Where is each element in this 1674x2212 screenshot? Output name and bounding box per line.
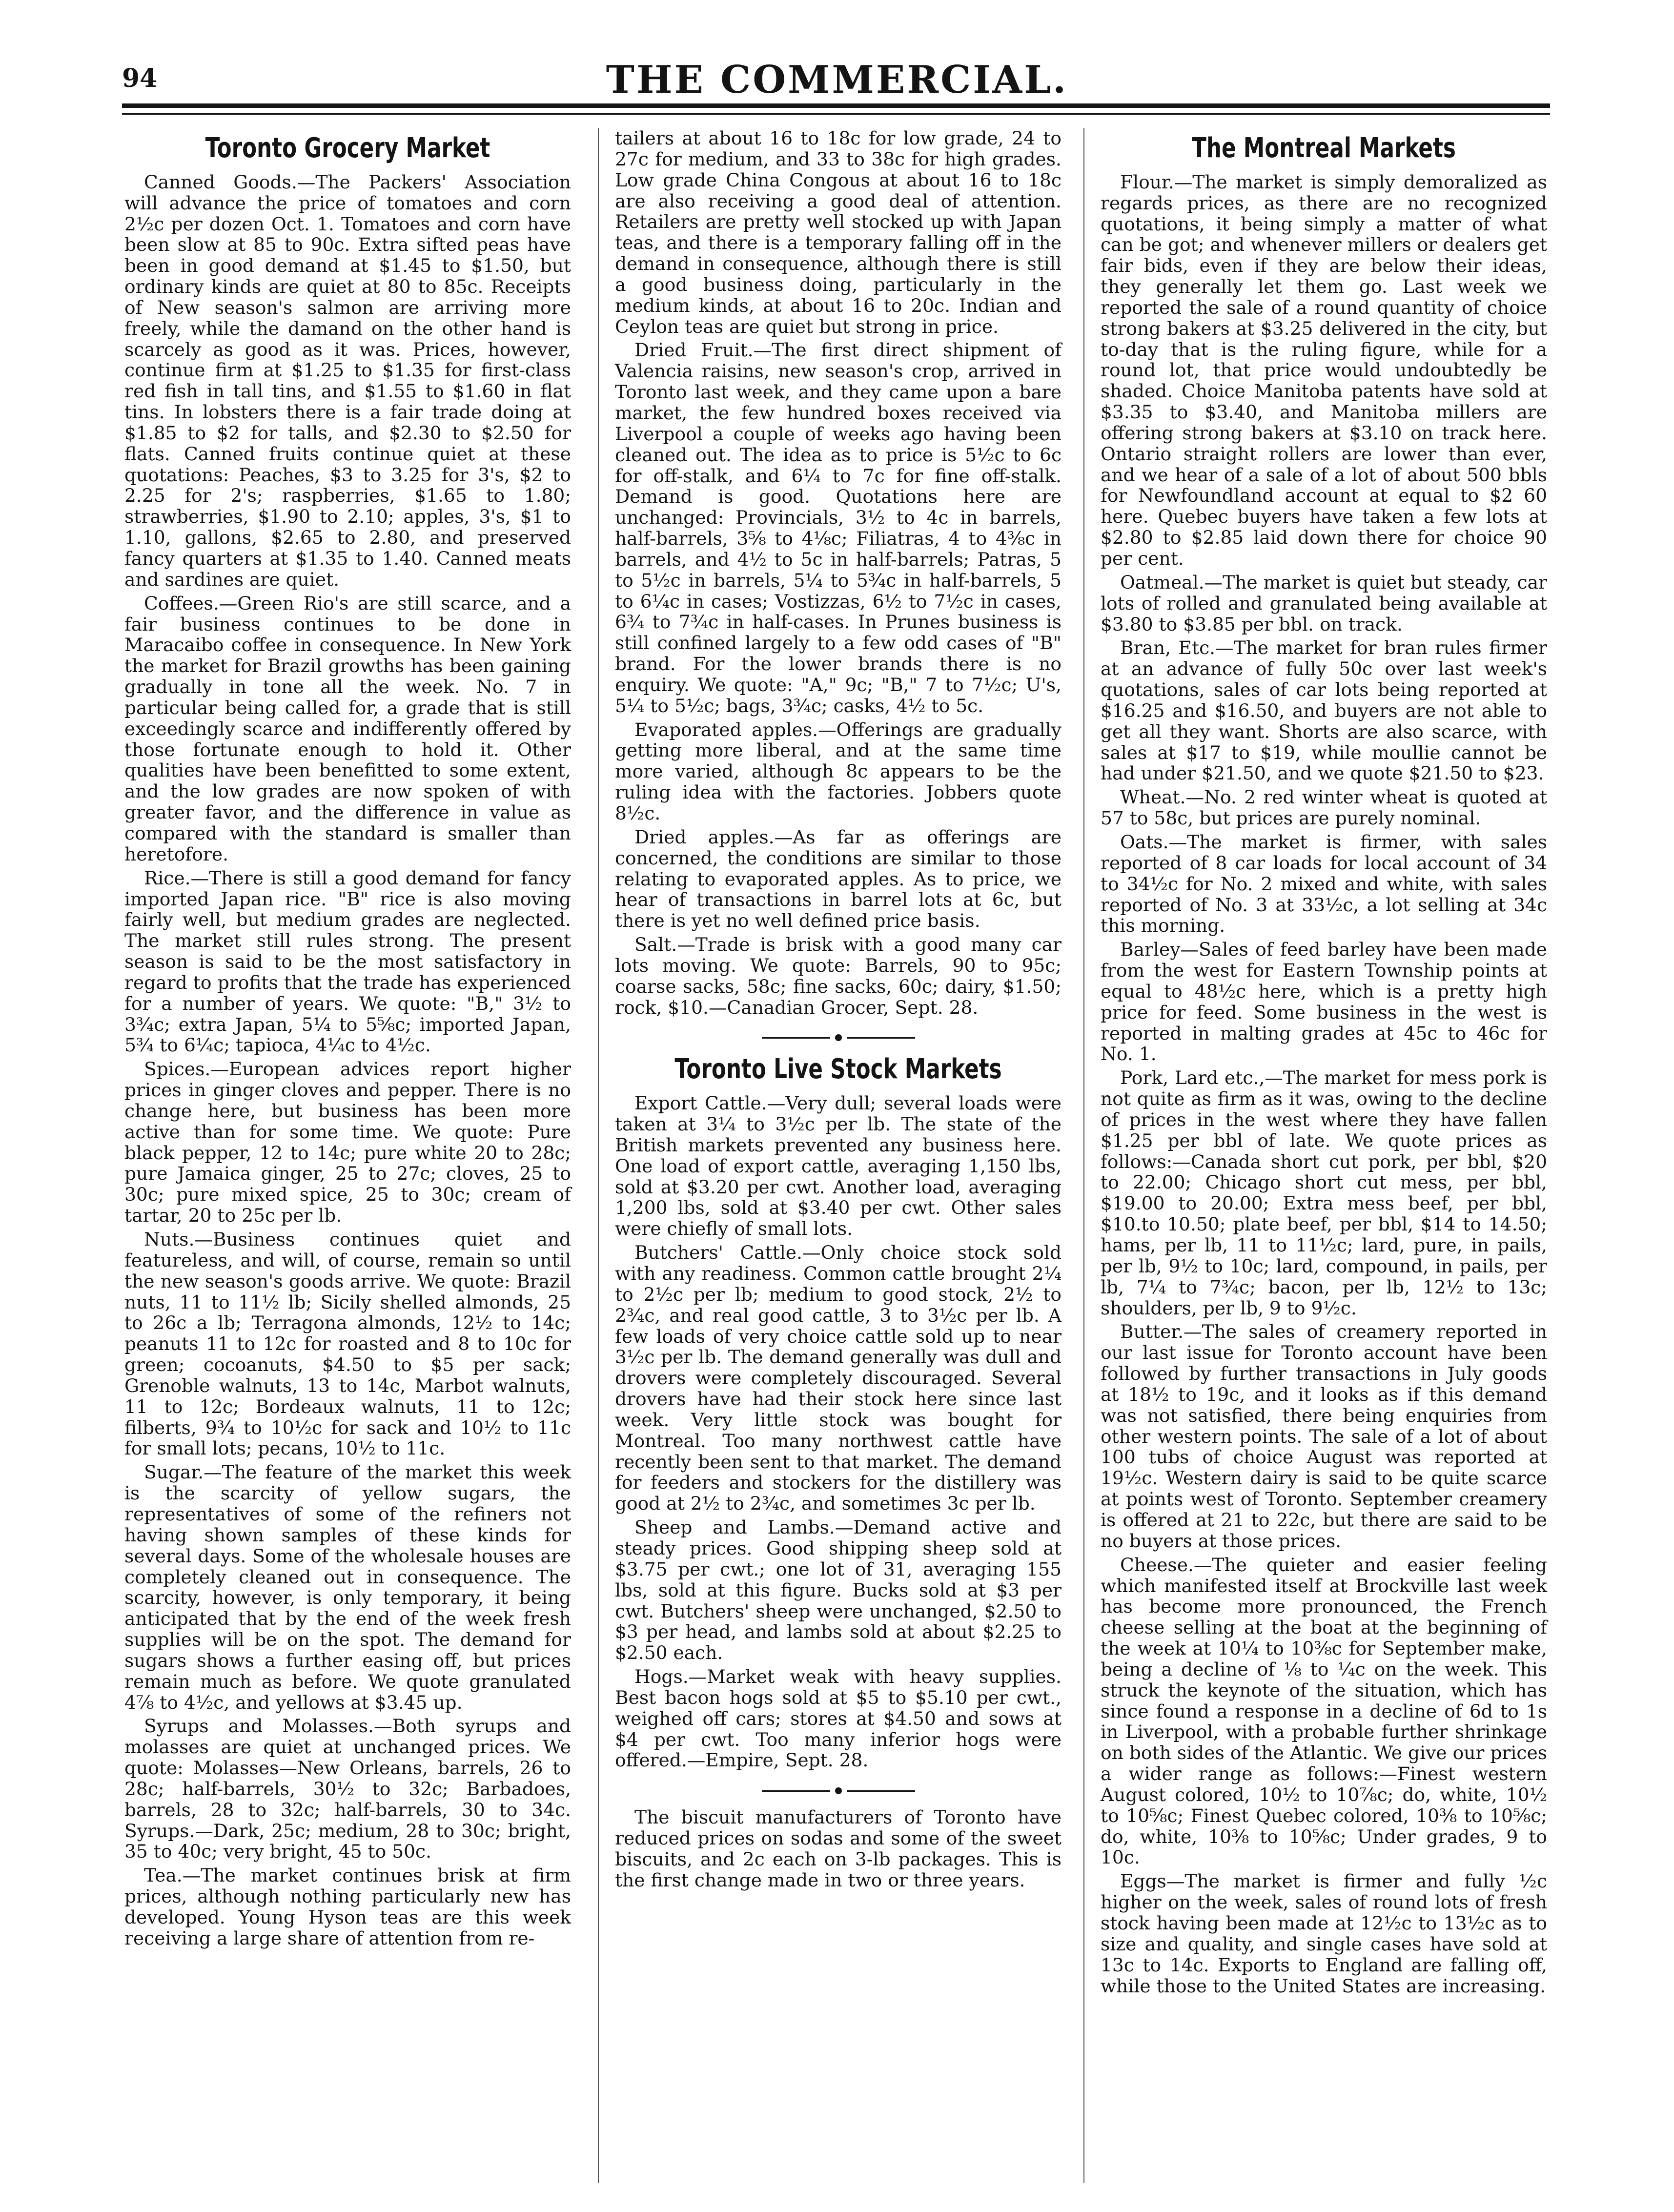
article-paragraph: Export Cattle.—Very dull; several loads were taken at 3¼ to 3½c per lb. The state of the British markets prevented any business here. One load of export cattle, averaging 1,150 lbs, sold at $3.20 per cwt. Another load, averaging 1,200 lbs, sold at $3.40 per cwt. Other sales were chiefly of small lots. <box>615 1092 1062 1240</box>
column-right <box>1101 128 1547 1999</box>
masthead: THE COMMERCIAL. <box>606 58 1068 102</box>
article-heading-toronto-grocery: Toronto Grocery Market <box>205 132 490 164</box>
article-paragraph: Coffees.—Green Rio's are still scarce, and a fair business continues to be done in Maracaibo coffee in consequence. In New York the market for Brazil growths has been gaining gradually in tone all the week. No. 7 in particular being called for, a grade that is still exceedingly scarce and indifferently offered by those fortunate enough to hold it. Other qualities have been benefitted to some extent, and the low grades are now spoken of with greater favor, and the difference in value as compared with the standard is smaller than heretofore. <box>124 592 571 865</box>
article-heading-montreal-markets: The Montreal Markets <box>1192 132 1456 164</box>
column-left <box>124 128 571 1952</box>
article-paragraph: Tea.—The market continues brisk at firm prices, although nothing particularly new has developed. Young Hyson teas are this week receiving a large share of attention from re- <box>124 1864 571 1949</box>
article-paragraph: Spices.—European advices report higher prices in ginger cloves and pepper. There is no change here, but business has been more active than for some time. We quote: Pure black pepper, 12 to 14c; pure white 20 to 28c; pure Jamaica ginger, 25 to 27c; cloves, 25 to 30c; pure mixed spice, 25 to 30c; cream of tartar, 20 to 25c per lb. <box>124 1058 571 1227</box>
article-paragraph: Hogs.—Market weak with heavy supplies. Best bacon hogs sold at $5 to $5.10 per cwt., weighed off cars; stores at $4.50 and sows at $4 per cwt. Too many inferior hogs were offered.—Empire, Sept. 28. <box>615 1666 1062 1771</box>
article-paragraph: Butter.—The sales of creamery reported in our last issue for Toronto account have been followed by further transactions in July goods at 18½ to 19c, and it looks as if this demand was not satisfied, there being enquiries from other western points. The sale of a lot of about 100 tubs of choice August was reported at 19½c. Western dairy is said to be quite scarce at points west of Toronto. September creamery is offered at 21 to 22c, but there are said to be no buyers at those prices. <box>1101 1321 1547 1552</box>
header-rule-thin <box>122 113 1550 115</box>
article-paragraph: Salt.—Trade is brisk with a good many car lots moving. We quote: Barrels, 90 to 95c; coarse sacks, 58c; fine sacks, 60c; dairy, $1.50; rock, $10.—Canadian Grocer, Sept. 28. <box>615 934 1062 1018</box>
article-heading-toronto-live-stock: Toronto Live Stock Markets <box>674 1053 1002 1086</box>
article-paragraph: Sheep and Lambs.—Demand active and steady prices. Good shipping sheep sold at $3.75 per cwt.; one lot of 31, averaging 155 lbs, sold at this figure. Bucks sold at $3 per cwt. Butchers' sheep were unchanged, $2.50 to $3 per head, and lambs sold at about $2.25 to $2.50 each. <box>615 1516 1062 1664</box>
column-separator <box>598 128 599 2183</box>
article-paragraph: Oatmeal.—The market is quiet but steady, car lots of rolled and granulated being available at $3.80 to $3.85 per bbl. on track. <box>1101 571 1547 635</box>
section-divider <box>615 1787 1062 1794</box>
page-number: 94 <box>122 63 158 93</box>
article-paragraph: Sugar.—The feature of the market this week is the scarcity of yellow sugars, the representatives of some of the refiners not having shown samples of these kinds for several days. Some of the wholesale houses are completely cleaned out in consequence. The scarcity, however, is only temporary, it being anticipated that by the end of the week fresh supplies will be on the spot. The demand for sugars shows a further easing off, but prices remain much as before. We quote granulated 4⅞ to 4½c, and yellows at $3.45 up. <box>124 1461 571 1713</box>
article-paragraph: Syrups and Molasses.—Both syrups and molasses are quiet at unchanged prices. We quote: Molasses—New Orleans, barrels, 26 to 28c; half-barrels, 30½ to 32c; Barbadoes, barrels, 28 to 32c; half-barrels, 30 to 34c. Syrups.—Dark, 25c; medium, 28 to 30c; bright, 35 to 40c; very bright, 45 to 50c. <box>124 1715 571 1863</box>
article-paragraph: The biscuit manufacturers of Toronto have reduced prices on sodas and some of the sweet biscuits, and 2c each on 3-lb packages. This is the first change made in two or three years. <box>615 1806 1062 1891</box>
article-paragraph: Pork, Lard etc.,—The market for mess pork is not quite as firm as it was, owing to the decline of prices in the west where they have fallen $1.25 per bbl of late. We quote prices as follows:—Canada short cut pork, per bbl, $20 to 22.00; Chicago short cut mess, per bbl, $19.00 to 20.00; Extra mess beef, per bbl, $10.to 10.50; plate beef, per bbl, $14 to 14.50; hams, per lb, 11 to 11½c; lard, pure, in pails, per lb, 9½ to 10c; lard, compound, in pails, per lb, 7¼ to 7¾c; bacon, per lb, 12½ to 13c; shoulders, per lb, 9 to 9½c. <box>1101 1067 1547 1319</box>
article-paragraph: Bran, Etc.—The market for bran rules firmer at an advance of fully 50c over last week's quotations, sales of car lots being reported at $16.25 and $16.50, and buyers are not able to get all they want. Shorts are also scarce, with sales at $17 to $19, while moullie cannot be had under $21.50, and we quote $21.50 to $23. <box>1101 637 1547 784</box>
article-paragraph: Butchers' Cattle.—Only choice stock sold with any readiness. Common cattle brought 2¼ to 2½c per lb; medium to good stock, 2½ to 2¾c, and real good cattle, 3 to 3½c per lb. A few loads of very choice cattle sold up to near 3½c per lb. The demand generally was dull and drovers were completely discouraged. Several drovers have had their stock here since last week. Very little stock was bought for Montreal. Too many northwest cattle have recently been sent to that market. The demand for feeders and stockers for the distillery was good at 2½ to 2¾c, and sometimes 3c per lb. <box>615 1242 1062 1515</box>
article-paragraph: Oats.—The market is firmer, with sales reported of 8 car loads for local account of 34 to 34½c for No. 2 mixed and white, with sales reported of No. 3 at 33½c, a lot selling at 34c this morning. <box>1101 831 1547 937</box>
article-paragraph: Evaporated apples.—Offerings are gradually getting more liberal, and at the same time more varied, although 8c appears to be the ruling idea with the factories. Jobbers quote 8½c. <box>615 718 1062 824</box>
article-paragraph: Canned Goods.—The Packers' Association will advance the price of tomatoes and corn 2½c per dozen Oct. 1. Tomatoes and corn have been slow at 85 to 90c. Extra sifted peas have been in good demand at $1.45 to $1.50, but ordinary kinds are quiet at 80 to 85c. Receipts of New season's salmon are arriving more freely, while the damand on the other hand is scarcely as good as it was. Prices, however, continue firm at $1.25 to $1.35 for first-class red fish in tall tins, and $1.55 to $1.60 in flat tins. In lobsters there is a fair trade doing at $1.85 to $2 for talls, and $2.30 to $2.50 for flats. Canned fruits continue quiet at these quotations: Peaches, $3 to 3.25 for 3's, $2 to 2.25 for 2's; raspberries, $1.65 to 1.80; strawberries, $1.90 to 2.10; apples, 3's, $1 to 1.10, gallons, $2.65 to 2.80, and preserved fancy quarters at $1.35 to 1.40. Canned meats and sardines are quiet. <box>124 171 571 590</box>
article-paragraph: Wheat.—No. 2 red winter wheat is quoted at 57 to 58c, but prices are purely nominal. <box>1101 786 1547 829</box>
column-middle <box>615 128 1062 1894</box>
article-paragraph: Dried apples.—As far as offerings are concerned, the conditions are similar to those relating to evaporated apples. As to price, we hear of transactions in barrel lots at 6c, but there is yet no well defined price basis. <box>615 826 1062 932</box>
article-paragraph: Barley—Sales of feed barley have been made from the west for Eastern Township points at equal to 48½c here, which is a pretty high price for feed. Some business in the west is reported in malting grades at 45c to 46c for No. 1. <box>1101 939 1547 1065</box>
article-paragraph: Nuts.—Business continues quiet and featureless, and will, of course, remain so until the new season's goods arrive. We quote: Brazil nuts, 11 to 11½ lb; Sicily shelled almonds, 25 to 26c a lb; Terragona almonds, 12½ to 14c; peanuts 11 to 12c for roasted and 8 to 10c for green; cocoanuts, $4.50 to $5 per sack; Grenoble walnuts, 13 to 14c, Marbot walnuts, 11 to 12c; Bordeaux walnuts, 11 to 12c; filberts, 9¾ to 10½c for sack and 10½ to 11c for small lots; pecans, 10½ to 11c. <box>124 1229 571 1459</box>
article-paragraph: tailers at about 16 to 18c for low grade, 24 to 27c for medium, and 33 to 38c for high grades. Low grade China Congous at about 16 to 18c are also receiving a good deal of attention. Retailers are pretty well stocked up with Japan teas, and there is a temporary falling off in the demand in consequence, although there is still a good business doing, particularly in the medium kinds, at about 16 to 20c. Indian and Ceylon teas are quiet but strong in price. <box>615 127 1062 337</box>
article-paragraph: Flour.—The market is simply demoralized as regards prices, as there are no recognized quotations, it being simply a matter of what can be got; and whenever millers or dealers get fair bids, even if they are below their ideas, they generally let them go. Last week we reported the sale of a round quantity of choice strong bakers at $3.25 delivered in the city, but to-day that is the ruling figure, while for a round lot, that price would undoubtedly be shaded. Choice Manitoba patents have sold at $3.35 to $3.40, and Manitoba millers are offering strong bakers at $3.10 on track here. Ontario straight rollers are lower than ever, and we hear of a sale of a lot of about 500 bbls for Newfoundland account at equal to $2 60 here. Quebec buyers have taken a few lots at $2.80 to $2.85 laid down there for choice 90 per cent. <box>1101 171 1547 570</box>
column-separator <box>1083 128 1084 2183</box>
header-rule-thick <box>122 103 1550 108</box>
article-paragraph: Eggs—The market is firmer and fully ½c higher on the week, sales of round lots of fresh stock having been made at 12½c to 13½c as to size and quality, and single cases have sold at 13c to 14c. Exports to England are falling off, while those to the United States are increasing. <box>1101 1870 1547 1997</box>
article-paragraph: Rice.—There is still a good demand for fancy imported Japan rice. "B" rice is also moving fairly well, but medium grades are neglected. The market still rules strong. The present season is said to be the most satisfactory in regard to profits that the trade has experienced for a number of years. We quote: "B," 3½ to 3¾c; extra Japan, 5¼ to 5⅝c; imported Japan, 5¾ to 6¼c; tapioca, 4¼c to 4½c. <box>124 867 571 1056</box>
section-divider <box>615 1034 1062 1041</box>
article-paragraph: Cheese.—The quieter and easier feeling which manifested itself at Brockville last week has become more pronounced, the French cheese selling at the boat at the beginning of the week at 10¼ to 10⅜c for September make, being a decline of ⅛ to ¼c on the week. This struck the keynote of the situation, which has since found a response in a decline of 6d to 1s in Liverpool, with a probable further shrinkage on both sides of the Atlantic. We give our prices a wider range as follows:—Finest western August colored, 10½ to 10⅞c; do, white, 10½ to 10⅝c; Finest Quebec colored, 10⅜ to 10⅝c; do, white, 10⅜ to 10⅝c; Under grades, 9 to 10c. <box>1101 1554 1547 1868</box>
article-paragraph: Dried Fruit.—The first direct shipment of Valencia raisins, new season's crop, arrived in Toronto last week, and they came upon a bare market, the few hundred boxes received via Liverpool a couple of weeks ago having been cleaned out. The idea as to price is 5½c to 6c for off-stalk, and 6¼ to 7c for fine off-stalk. Demand is good. Quotations here are unchanged: Provincials, 3½ to 4c in barrels, half-barrels, 3⅝ to 4⅛c; Filiatras, 4 to 4⅜c in barrels, and 4½ to 5c in half-barrels; Patras, 5 to 5½c in barrels, 5¼ to 5¾c in half-barrels, 5 to 6¼c in cases; Vostizzas, 6½ to 7½c in cases, 6¾ to 7¾c in half-cases. In Prunes business is still confined largely to a few odd cases of "B" brand. For the lower brands there is no enquiry. We quote: "A," 9c; "B," 7 to 7½c; U's, 5¼ to 5½c; bags, 3¾c; casks, 4½ to 5c. <box>615 339 1062 717</box>
